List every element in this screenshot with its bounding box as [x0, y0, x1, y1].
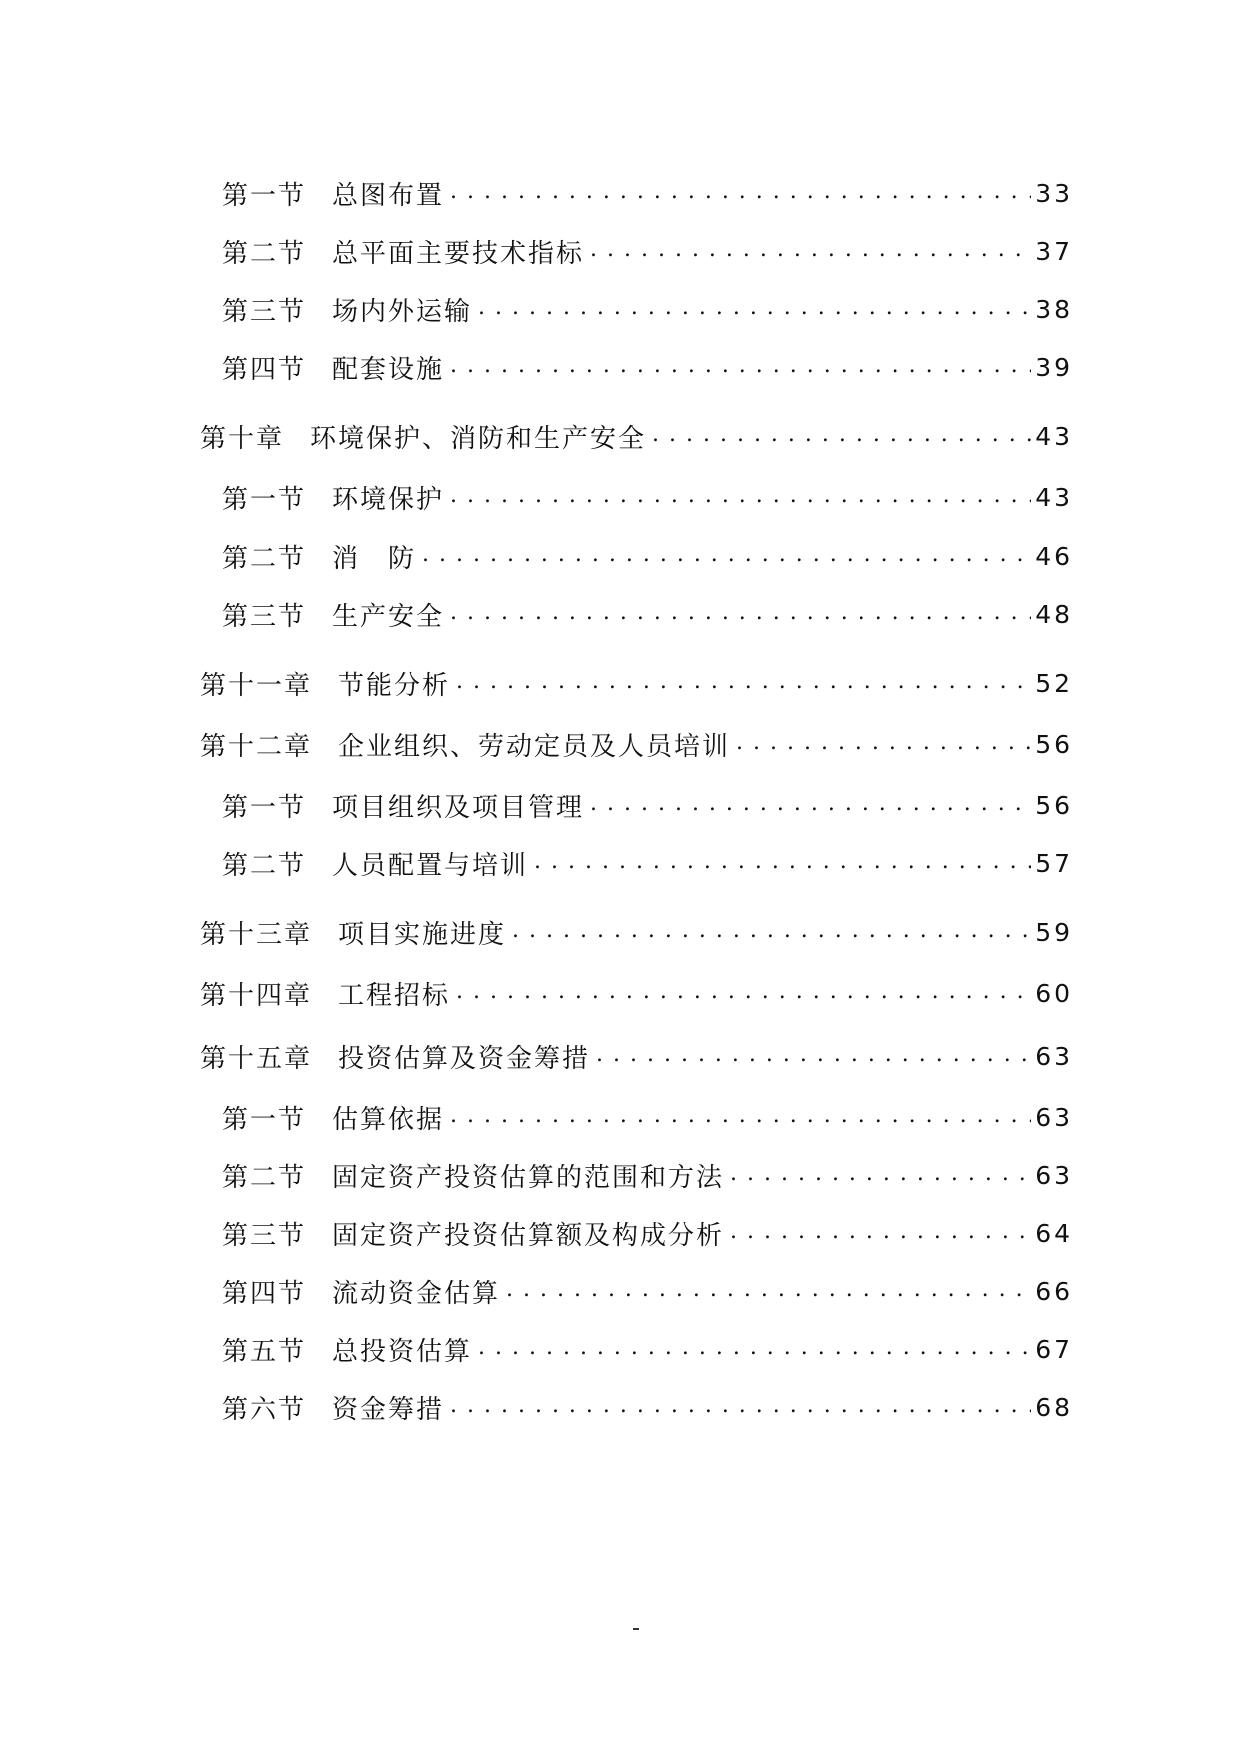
toc-entry-title: 配套设施 — [332, 354, 445, 385]
toc-entry-number: 第三节 — [222, 1220, 307, 1251]
dot-leader — [422, 536, 1031, 576]
toc-entry[interactable] — [222, 477, 1073, 517]
toc-entry-number: 第十二章 — [200, 731, 313, 762]
dot-leader — [730, 1213, 1031, 1253]
toc-entry-page: 56 — [1035, 790, 1073, 820]
toc-entry-title: 生产安全 — [332, 601, 445, 632]
toc-entry[interactable] — [222, 1387, 1073, 1427]
toc-entry-page: 46 — [1035, 541, 1073, 571]
dot-leader — [450, 594, 1031, 634]
toc-entry-page: 67 — [1035, 1334, 1073, 1364]
toc-entry-title: 节能分析 — [338, 670, 451, 701]
dot-leader — [512, 912, 1031, 952]
toc-entry-number: 第二节 — [222, 543, 307, 574]
toc-entry-page: 57 — [1035, 848, 1073, 878]
toc-entry-number: 第十三章 — [200, 919, 313, 950]
toc-entry-page: 33 — [1035, 178, 1073, 208]
toc-entry-title: 估算依据 — [332, 1104, 445, 1135]
toc-entry-page: 60 — [1035, 978, 1073, 1008]
toc-chapter-entry[interactable] — [200, 1036, 1073, 1076]
toc-entry-title: 人员配置与培训 — [332, 850, 529, 881]
dot-leader — [596, 1036, 1031, 1076]
toc-entry-title: 环境保护、消防和生产安全 — [310, 423, 647, 454]
toc-entry-page: 43 — [1035, 482, 1073, 512]
toc-chapter-entry[interactable] — [200, 912, 1073, 952]
toc-entry[interactable] — [222, 289, 1073, 329]
toc-entry-title: 消 防 — [332, 543, 417, 574]
dot-leader — [450, 1387, 1031, 1427]
dot-leader — [506, 1271, 1031, 1311]
toc-entry-page: 68 — [1035, 1392, 1073, 1422]
dot-leader — [478, 1329, 1031, 1369]
toc-entry[interactable] — [222, 536, 1073, 576]
toc-entry-page: 63 — [1035, 1102, 1073, 1132]
toc-entry-title: 总图布置 — [332, 180, 445, 211]
dot-leader — [456, 663, 1031, 703]
toc-entry-number: 第十五章 — [200, 1043, 313, 1074]
toc-entry-title: 流动资金估算 — [332, 1278, 501, 1309]
toc-entry-number: 第四节 — [222, 354, 307, 385]
toc-entry-page: 38 — [1035, 294, 1073, 324]
dot-leader — [590, 231, 1031, 271]
dot-leader — [736, 724, 1031, 764]
toc-entry-page: 63 — [1035, 1041, 1073, 1071]
toc-entry-title: 企业组织、劳动定员及人员培训 — [338, 731, 731, 762]
toc-entry-number: 第一节 — [222, 1104, 307, 1135]
toc-entry[interactable] — [222, 785, 1073, 825]
toc-entry-number: 第一节 — [222, 792, 307, 823]
toc-entry-page: 66 — [1035, 1276, 1073, 1306]
toc-entry-page: 52 — [1035, 668, 1073, 698]
toc-entry-title: 投资估算及资金筹措 — [338, 1043, 591, 1074]
toc-entry-title: 场内外运输 — [332, 296, 473, 327]
toc-entry-title: 资金筹措 — [332, 1394, 445, 1425]
toc-entry-number: 第三节 — [222, 601, 307, 632]
toc-entry-page: 39 — [1035, 352, 1073, 382]
dot-leader — [590, 785, 1031, 825]
toc-entry-page: 37 — [1035, 236, 1073, 266]
dot-leader — [450, 1097, 1031, 1137]
dot-leader — [534, 843, 1031, 883]
toc-chapter-entry[interactable] — [200, 973, 1073, 1013]
toc-chapter-entry[interactable] — [200, 724, 1073, 764]
dot-leader — [478, 289, 1031, 329]
toc-entry-page: 63 — [1035, 1160, 1073, 1190]
toc-entry-number: 第四节 — [222, 1278, 307, 1309]
toc-chapter-entry[interactable] — [200, 416, 1073, 456]
dot-leader — [450, 477, 1031, 517]
toc-entry-title: 总投资估算 — [332, 1336, 473, 1367]
footer-mark — [633, 1628, 639, 1630]
toc-entry-number: 第十四章 — [200, 980, 313, 1011]
toc-entry-title: 项目组织及项目管理 — [332, 792, 585, 823]
toc-entry[interactable] — [222, 347, 1073, 387]
toc-entry-title: 固定资产投资估算额及构成分析 — [332, 1220, 725, 1251]
toc-entry[interactable] — [222, 173, 1073, 213]
dot-leader — [730, 1155, 1031, 1195]
dot-leader — [652, 416, 1031, 456]
toc-entry[interactable] — [222, 1271, 1073, 1311]
toc-entry[interactable] — [222, 843, 1073, 883]
dot-leader — [450, 347, 1031, 387]
toc-entry[interactable] — [222, 1155, 1073, 1195]
toc-entry-number: 第二节 — [222, 238, 307, 269]
toc-entry-number: 第二节 — [222, 850, 307, 881]
toc-entry-number: 第一节 — [222, 484, 307, 515]
toc-entry-page: 48 — [1035, 599, 1073, 629]
toc-entry-page: 56 — [1035, 729, 1073, 759]
toc-entry-title: 总平面主要技术指标 — [332, 238, 585, 269]
toc-entry-number: 第十章 — [200, 423, 285, 454]
dot-leader — [456, 973, 1031, 1013]
toc-entry[interactable] — [222, 1213, 1073, 1253]
toc-entry-page: 64 — [1035, 1218, 1073, 1248]
toc-entry-title: 环境保护 — [332, 484, 445, 515]
toc-entry-number: 第二节 — [222, 1162, 307, 1193]
toc-entry[interactable] — [222, 594, 1073, 634]
toc-entry[interactable] — [222, 1097, 1073, 1137]
toc-entry-number: 第三节 — [222, 296, 307, 327]
toc-entry-number: 第六节 — [222, 1394, 307, 1425]
toc-chapter-entry[interactable] — [200, 663, 1073, 703]
toc-entry-page: 43 — [1035, 421, 1073, 451]
toc-entry[interactable] — [222, 231, 1073, 271]
toc-entry-title: 固定资产投资估算的范围和方法 — [332, 1162, 725, 1193]
toc-entry-title: 项目实施进度 — [338, 919, 507, 950]
toc-entry-number: 第五节 — [222, 1336, 307, 1367]
toc-entry-number: 第一节 — [222, 180, 307, 211]
toc-entry-number: 第十一章 — [200, 670, 313, 701]
toc-entry[interactable] — [222, 1329, 1073, 1369]
toc-entry-title: 工程招标 — [338, 980, 451, 1011]
toc-entry-page: 59 — [1035, 917, 1073, 947]
dot-leader — [450, 173, 1031, 213]
